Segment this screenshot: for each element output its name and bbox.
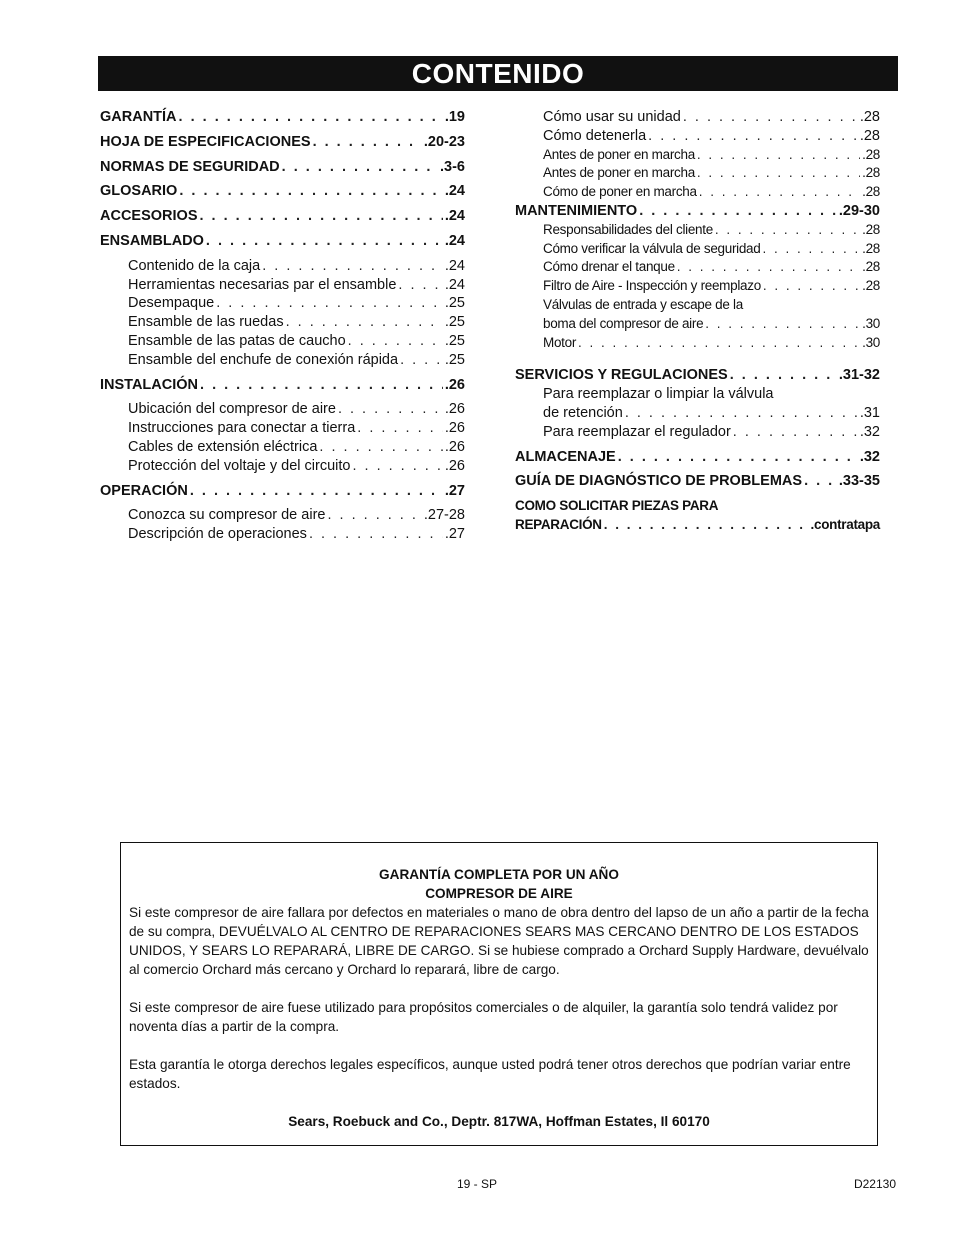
- toc-entry: [100, 313, 465, 332]
- toc-entry-page: .27: [444, 526, 465, 543]
- toc-entry-page: .29-30: [838, 202, 880, 219]
- toc-entry-title: Cómo drenar el tanque: [543, 259, 675, 275]
- toc-entry: [515, 240, 880, 259]
- toc-entry-page: .24: [444, 257, 465, 274]
- toc-leader-dots: [179, 182, 442, 201]
- toc-entry: [100, 525, 465, 544]
- toc-entry-title: OPERACIÓN: [100, 482, 188, 499]
- toc-leader-dots: [200, 207, 443, 226]
- toc-entry-title: Motor: [543, 334, 577, 350]
- warranty-paragraph: Si este compresor de aire fuese utilizado para propósitos comerciales o de alquiler, la garantía solo tendrá validez por noventa días a partir de la compra.: [129, 1000, 838, 1034]
- toc-leader-dots: [762, 240, 860, 259]
- toc-entry: [515, 497, 880, 516]
- toc-leader-dots: [282, 158, 438, 177]
- toc-entry-page: .26: [444, 457, 465, 474]
- toc-leader-dots: [699, 183, 860, 202]
- toc-entry: [100, 438, 465, 457]
- toc-leader-dots: [804, 472, 837, 491]
- toc-leader-dots: [400, 351, 443, 370]
- toc-entry: [100, 482, 465, 501]
- toc-leader-dots: [348, 332, 443, 351]
- document-code: D22130: [853, 1177, 896, 1191]
- toc-entry-title: GUÍA DE DIAGNÓSTICO DE PROBLEMAS: [515, 473, 803, 490]
- warranty-box: [120, 842, 878, 1146]
- toc-entry: [100, 133, 465, 152]
- toc-leader-dots: [319, 438, 442, 457]
- toc-entry: [515, 146, 880, 165]
- toc-entry-title: Antes de poner en marcha: [543, 165, 695, 181]
- page-number: 19 - SP: [456, 1177, 498, 1191]
- toc-entry: [515, 385, 880, 404]
- toc-leader-dots: [604, 516, 809, 535]
- toc-entry: [515, 334, 880, 353]
- toc-leader-dots: [338, 400, 443, 419]
- toc-leader-dots: [206, 232, 443, 251]
- warranty-address: Sears, Roebuck and Co., Deptr. 817WA, Hoffman Estates, Il 60170: [288, 1114, 710, 1129]
- toc-leader-dots: [730, 366, 837, 385]
- toc-entry-page: .31-32: [838, 367, 880, 384]
- toc-leader-dots: [286, 313, 443, 332]
- toc-entry: [515, 366, 880, 385]
- toc-entry-title: NORMAS DE SEGURIDAD: [100, 158, 280, 175]
- toc-leader-dots: [683, 108, 858, 127]
- toc-entry-title: Descripción de operaciones: [128, 526, 307, 543]
- toc-entry-page: .24: [444, 276, 465, 293]
- toc-entry-title: Ensamble del enchufe de conexión rápida: [128, 351, 399, 368]
- toc-right-column: [515, 108, 880, 535]
- toc-entry-page: .19: [444, 109, 465, 125]
- toc-entry-title: Protección del voltaje y del circuito: [128, 457, 351, 474]
- toc-entry-page: .25: [444, 295, 465, 312]
- toc-entry: [100, 182, 465, 201]
- toc-leader-dots: [262, 257, 443, 276]
- toc-entry-page: .32: [859, 448, 880, 465]
- toc-leader-dots: [625, 404, 858, 423]
- toc-entry-page: .24: [444, 208, 465, 225]
- toc-entry-page: .26: [444, 376, 465, 393]
- toc-entry-page: .31: [859, 404, 880, 421]
- toc-entry: [515, 127, 880, 146]
- toc-entry-page: .28: [862, 221, 880, 237]
- toc-entry-title: Instrucciones para conectar a tierra: [128, 420, 356, 437]
- toc-entry-title: SERVICIOS Y REGULACIONES: [515, 367, 728, 384]
- toc-leader-dots: [352, 457, 442, 476]
- toc-entry-title: Ubicación del compresor de aire: [128, 401, 336, 418]
- toc-leader-dots: [697, 164, 860, 183]
- toc-entry-page: .27: [444, 482, 465, 499]
- toc-entry-title: INSTALACIÓN: [100, 376, 199, 393]
- toc-entry: [515, 277, 880, 296]
- toc-entry: [100, 207, 465, 226]
- toc-leader-dots: [398, 276, 442, 295]
- toc-entry: [100, 232, 465, 251]
- toc-entry-page: .30: [862, 334, 880, 350]
- toc-entry: [100, 376, 465, 395]
- toc-entry-page: .contratapa: [810, 516, 880, 532]
- toc-leader-dots: [763, 277, 860, 296]
- toc-entry-page: .33-35: [838, 473, 880, 490]
- toc-leader-dots: [357, 419, 443, 438]
- toc-leader-dots: [200, 376, 443, 395]
- toc-entry: [100, 158, 465, 177]
- toc-left-column: [100, 108, 465, 544]
- toc-entry: [515, 183, 880, 202]
- toc-entry: [100, 506, 465, 525]
- toc-entry-title: Desempaque: [128, 295, 215, 312]
- toc-leader-dots: [677, 258, 860, 277]
- toc-leader-dots: [639, 202, 837, 221]
- toc-entry-page: .26: [444, 401, 465, 418]
- toc-entry: [100, 332, 465, 351]
- toc-leader-dots: [327, 506, 421, 525]
- toc-entry-title: Cómo usar su unidad: [543, 109, 681, 125]
- toc-entry-title: boma del compresor de aire: [543, 315, 704, 331]
- warranty-paragraph: Si este compresor de aire fallara por defectos en materiales o mano de obra dentro del lapso de un año a partir de la fecha de su compra, DEVUÉLVALO AL CENTRO DE REPARACIONES SEARS MAS CERCANO DENTRO DE LOS ESTADOS UNIDOS, Y SEARS LO REPARARÁ, LIBRE DE CARGO. Si se hubiese comprado a Orchard Supply Hardware, devuélvalo al comercio Orchard más cercano y Orchard lo reparará, libre de cargo.: [129, 905, 869, 977]
- toc-entry-title: Válvulas de entrada y escape de la: [543, 296, 743, 312]
- toc-leader-dots: [179, 108, 443, 127]
- warranty-heading: GARANTÍA COMPLETA POR UN AÑO: [379, 867, 619, 882]
- toc-entry-title: Ensamble de las patas de caucho: [128, 332, 346, 349]
- page-title: CONTENIDO: [98, 56, 898, 91]
- toc-entry: [515, 448, 880, 467]
- toc-entry-title: Responsabilidades del cliente: [543, 221, 713, 237]
- warranty-subheading: COMPRESOR DE AIRE: [425, 886, 573, 901]
- toc-entry: [515, 472, 880, 491]
- toc-entry-page: .24: [444, 183, 465, 200]
- toc-leader-dots: [715, 221, 860, 240]
- toc-entry: [515, 296, 880, 315]
- toc-entry: [515, 315, 880, 334]
- toc-entry-page: .28: [862, 165, 880, 181]
- toc-leader-dots: [313, 133, 422, 152]
- toc-entry-title: REPARACIÓN: [515, 516, 602, 532]
- toc-entry: [100, 400, 465, 419]
- toc-entry-page: .28: [859, 127, 880, 144]
- toc-entry-title: Conozca su compresor de aire: [128, 507, 326, 524]
- toc-entry: [515, 516, 880, 535]
- toc-entry-title: Para reemplazar el regulador: [543, 423, 731, 440]
- toc-entry: [515, 404, 880, 423]
- toc-entry-title: Para reemplazar o limpiar la válvula: [543, 386, 774, 403]
- toc-entry-title: COMO SOLICITAR PIEZAS PARA: [515, 498, 719, 514]
- toc-entry: [515, 423, 880, 442]
- toc-entry-page: .27-28: [423, 507, 465, 524]
- toc-entry-page: .28: [862, 278, 880, 294]
- toc-entry-title: GLOSARIO: [100, 183, 178, 200]
- toc-entry-title: MANTENIMIENTO: [515, 202, 638, 219]
- toc-entry: [515, 108, 880, 127]
- toc-entry-page: .3-6: [440, 158, 465, 175]
- toc-leader-dots: [190, 482, 443, 501]
- toc-entry: [100, 351, 465, 370]
- toc-entry-page: .26: [444, 438, 465, 455]
- toc-entry-title: ALMACENAJE: [515, 448, 616, 465]
- toc-entry-title: Ensamble de las ruedas: [128, 314, 284, 331]
- toc-entry-title: de retención: [543, 404, 623, 421]
- toc-leader-dots: [309, 525, 443, 544]
- toc-entry: [100, 108, 465, 127]
- toc-entry: [100, 257, 465, 276]
- toc-entry-title: Filtro de Aire - Inspección y reemplazo: [543, 278, 761, 294]
- toc-entry-title: Contenido de la caja: [128, 257, 261, 274]
- toc-entry-title: HOJA DE ESPECIFICACIONES: [100, 133, 311, 150]
- toc-leader-dots: [648, 127, 858, 146]
- toc-entry-page: .20-23: [423, 133, 465, 150]
- toc-entry: [100, 419, 465, 438]
- toc-entry-page: .28: [862, 240, 880, 256]
- toc-entry-title: Cómo de poner en marcha: [543, 184, 697, 200]
- toc-entry-page: .26: [444, 420, 465, 437]
- toc-leader-dots: [733, 423, 858, 442]
- toc-entry-page: .28: [859, 109, 880, 125]
- warranty-paragraph: Esta garantía le otorga derechos legales específicos, aunque usted podrá tener otros derechos que podrían variar entre estados.: [129, 1057, 851, 1091]
- toc-entry: [100, 276, 465, 295]
- toc-entry-title: ENSAMBLADO: [100, 232, 204, 249]
- toc-entry-page: .28: [862, 259, 880, 275]
- toc-entry: [515, 202, 880, 221]
- toc-entry: [515, 221, 880, 240]
- toc-leader-dots: [618, 448, 858, 467]
- toc-entry-page: .25: [444, 314, 465, 331]
- toc-entry: [515, 258, 880, 277]
- toc-entry-page: .32: [859, 423, 880, 440]
- toc-leader-dots: [697, 146, 860, 165]
- toc-leader-dots: [578, 334, 860, 353]
- toc-entry: [515, 164, 880, 183]
- toc-entry-title: Antes de poner en marcha: [543, 146, 695, 162]
- toc-leader-dots: [216, 294, 443, 313]
- toc-entry-page: .25: [444, 332, 465, 349]
- toc-entry-title: Cómo verificar la válvula de seguridad: [543, 240, 761, 256]
- toc-leader-dots: [705, 315, 860, 334]
- toc-entry-page: .28: [862, 146, 880, 162]
- toc-entry-title: Cómo detenerla: [543, 127, 647, 144]
- toc-entry: [100, 457, 465, 476]
- toc-entry-page: .28: [862, 184, 880, 200]
- toc-entry-page: .25: [444, 351, 465, 368]
- toc-entry: [100, 294, 465, 313]
- toc-entry-title: GARANTÍA: [100, 109, 177, 125]
- toc-entry-title: Herramientas necesarias par el ensamble: [128, 276, 397, 293]
- toc-entry-title: ACCESORIOS: [100, 208, 198, 225]
- toc-entry-page: .24: [444, 232, 465, 249]
- toc-entry-page: .30: [862, 315, 880, 331]
- toc-entry-title: Cables de extensión eléctrica: [128, 438, 318, 455]
